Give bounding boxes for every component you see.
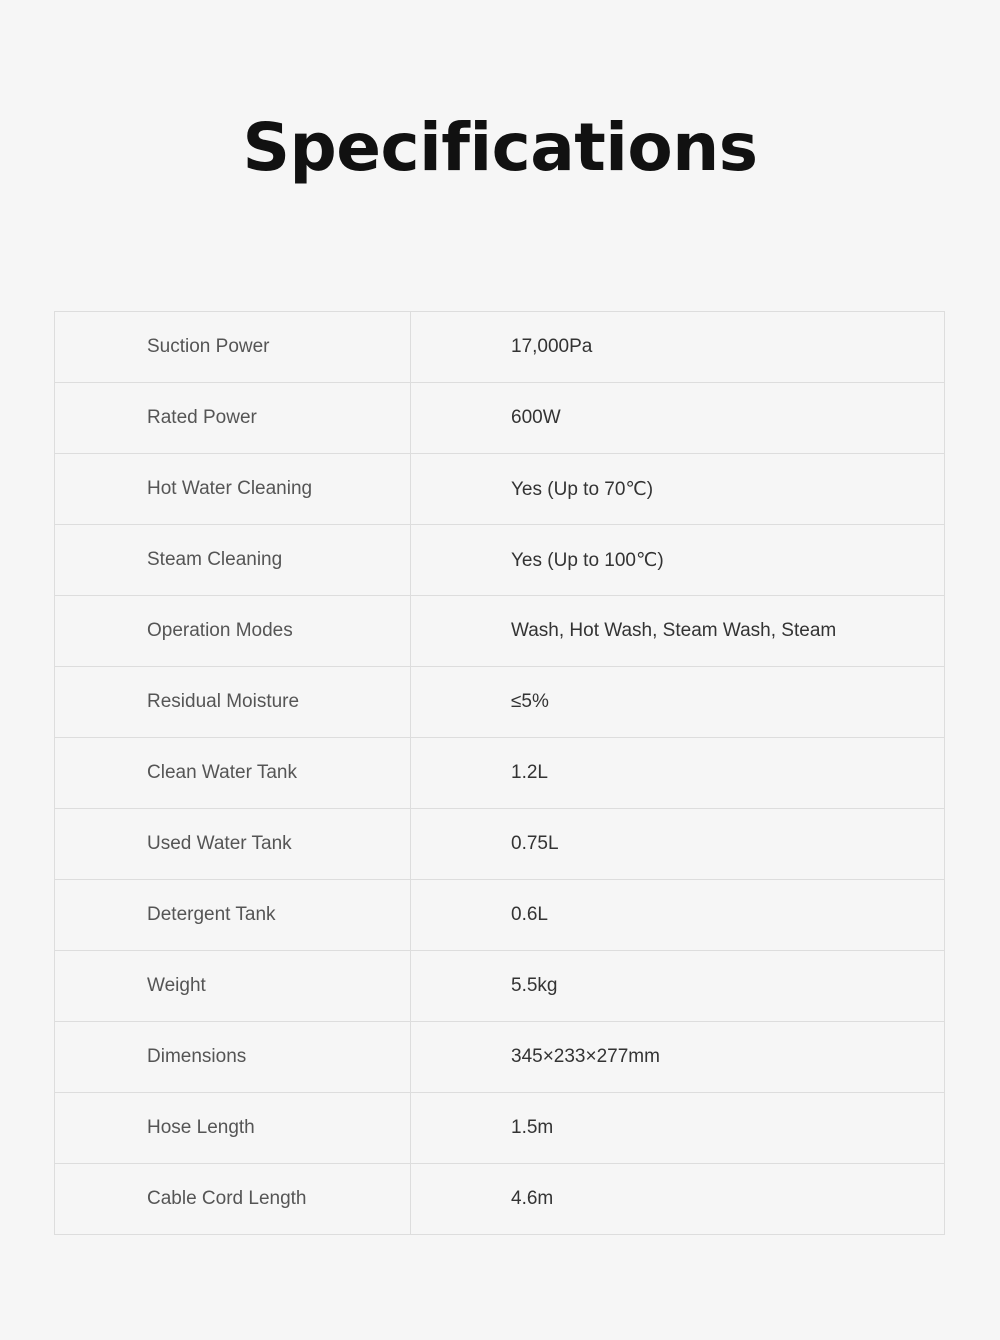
spec-label: Used Water Tank [55,809,411,880]
spec-value: 600W [411,383,945,454]
spec-value: 345×233×277mm [411,1022,945,1093]
spec-value: ≤5% [411,667,945,738]
spec-label: Hose Length [55,1093,411,1164]
table-row [55,454,945,525]
spec-value: Yes (Up to 100℃) [411,525,945,596]
spec-value: Wash, Hot Wash, Steam Wash, Steam [411,596,945,667]
spec-value: 0.6L [411,880,945,951]
table-row [55,880,945,951]
spec-label: Hot Water Cleaning [55,454,411,525]
table-row [55,1164,945,1235]
table-row [55,738,945,809]
spec-label: Dimensions [55,1022,411,1093]
table-row [55,951,945,1022]
page-title: Specifications [242,109,758,186]
spec-value: 0.75L [411,809,945,880]
table-row [55,525,945,596]
table-row [55,312,945,383]
spec-value: 17,000Pa [411,312,945,383]
specifications-table-body [55,312,945,1235]
table-row [55,383,945,454]
table-row [55,809,945,880]
table-row [55,1093,945,1164]
spec-label: Weight [55,951,411,1022]
table-row [55,1022,945,1093]
spec-value: 1.5m [411,1093,945,1164]
spec-value: 5.5kg [411,951,945,1022]
spec-label: Steam Cleaning [55,525,411,596]
spec-label: Suction Power [55,312,411,383]
spec-label: Clean Water Tank [55,738,411,809]
spec-label: Rated Power [55,383,411,454]
specifications-table [54,311,945,1235]
spec-label: Cable Cord Length [55,1164,411,1235]
spec-value: 4.6m [411,1164,945,1235]
spec-value: 1.2L [411,738,945,809]
table-row [55,667,945,738]
spec-label: Detergent Tank [55,880,411,951]
spec-value: Yes (Up to 70℃) [411,454,945,525]
table-row [55,596,945,667]
spec-label: Operation Modes [55,596,411,667]
spec-label: Residual Moisture [55,667,411,738]
